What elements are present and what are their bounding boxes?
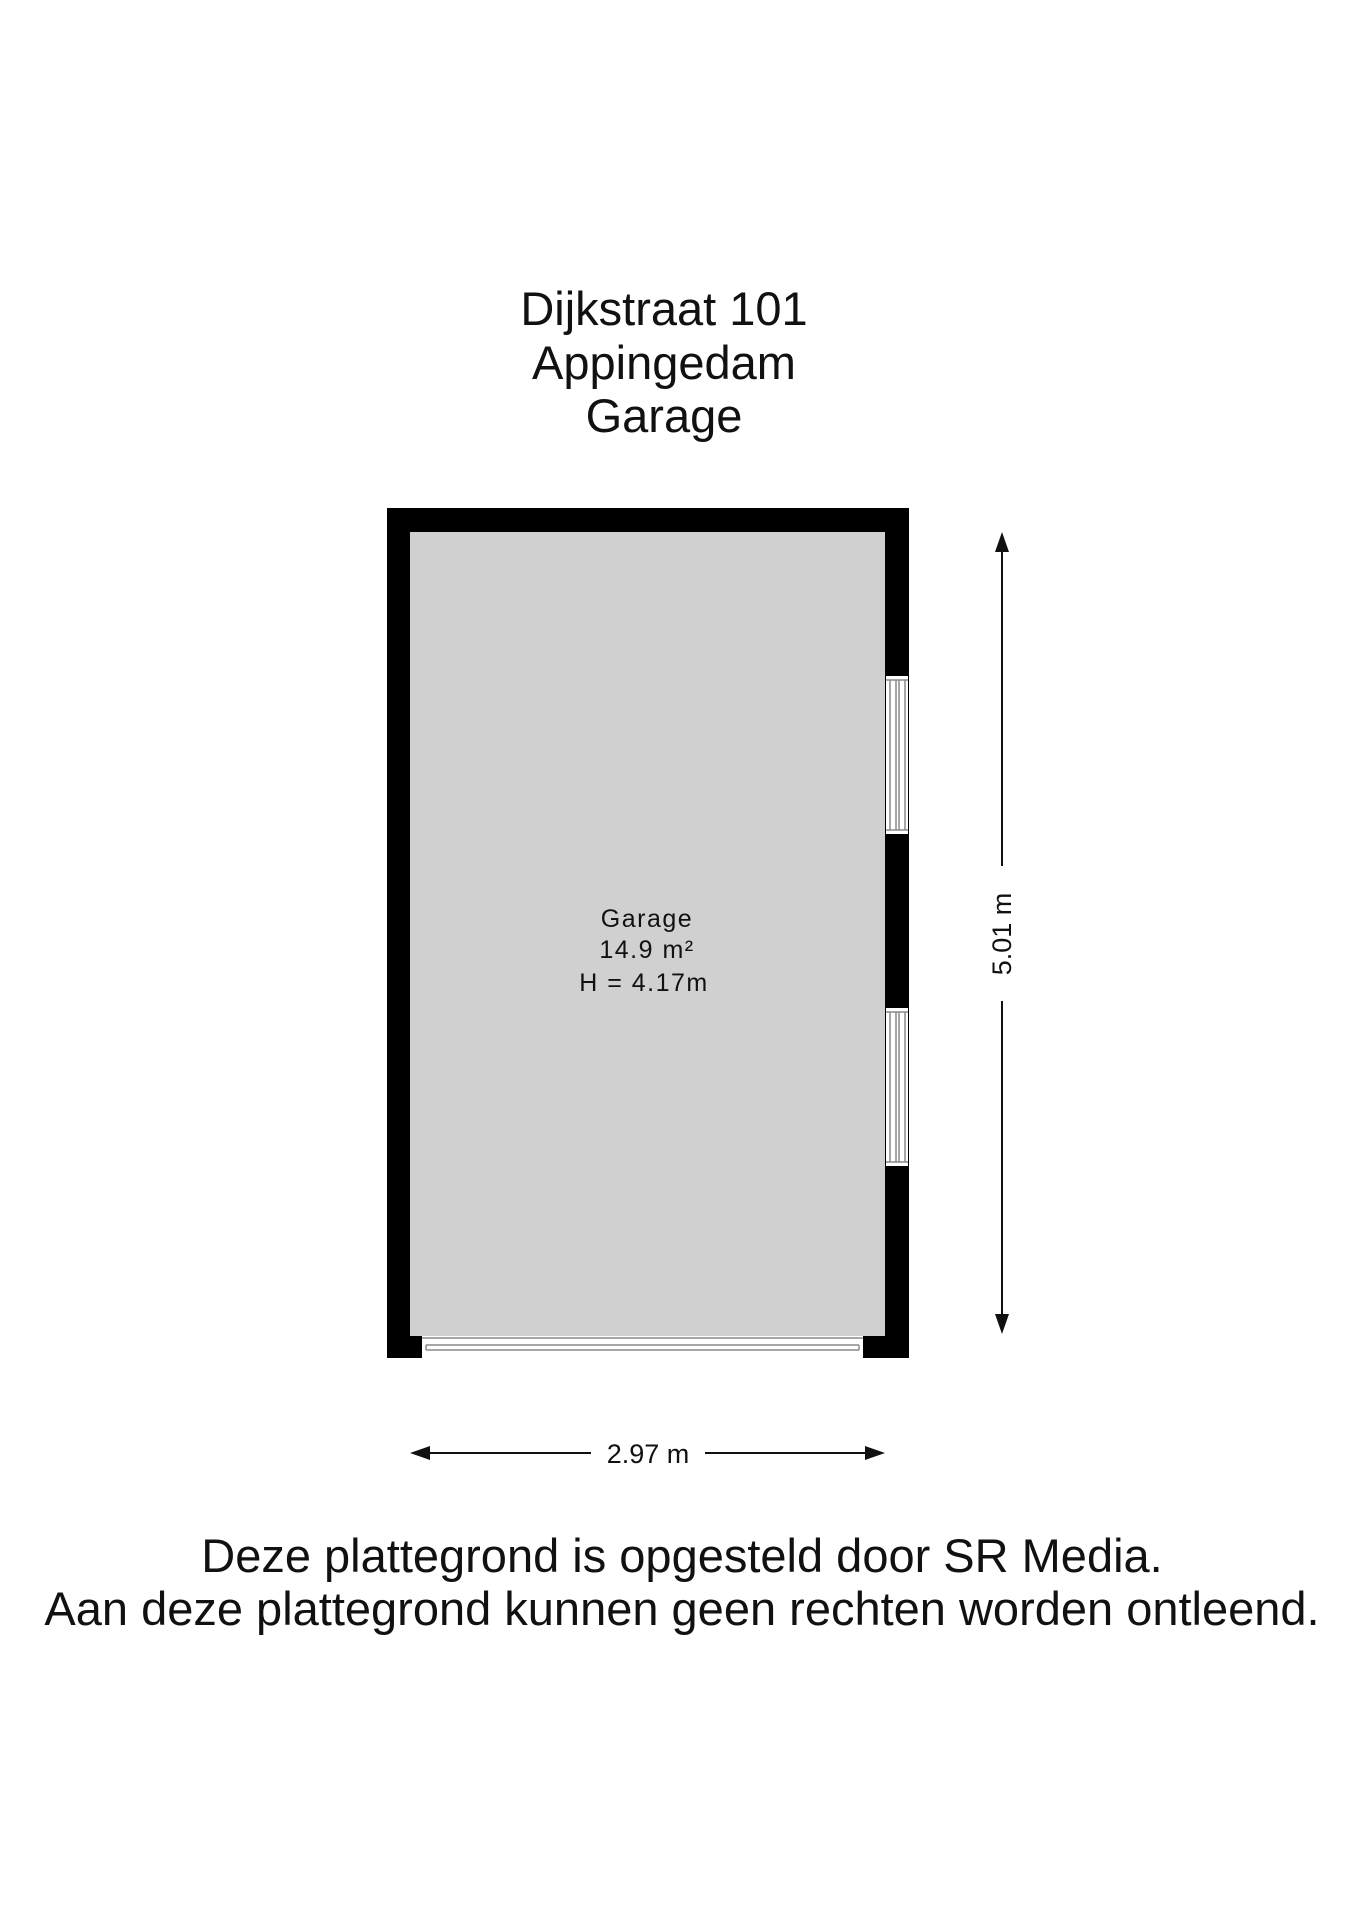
disclaimer-line-2: Aan deze plattegrond kunnen geen rechten worden ontleend. bbox=[44, 1582, 1320, 1635]
dimension-length-label: 5.01 m bbox=[987, 892, 1017, 976]
title-city: Appingedam bbox=[532, 336, 796, 389]
arrow-down-icon bbox=[995, 1314, 1009, 1334]
window-right-lower bbox=[886, 1008, 908, 1166]
room-floor bbox=[410, 532, 885, 1336]
arrow-left-icon bbox=[410, 1446, 430, 1460]
room-garage bbox=[387, 508, 909, 1358]
window-right-upper bbox=[886, 676, 908, 834]
room-area: 14.9 m² bbox=[599, 936, 695, 964]
disclaimer-line-1: Deze plattegrond is opgesteld door SR Media. bbox=[201, 1529, 1163, 1582]
room-height: H = 4.17m bbox=[579, 969, 709, 997]
arrow-right-icon bbox=[865, 1446, 885, 1460]
arrow-up-icon bbox=[995, 532, 1009, 552]
dimension-width-label: 2.97 m bbox=[606, 1439, 690, 1469]
door-opening bbox=[422, 1336, 863, 1358]
dimension-length bbox=[987, 532, 1017, 1334]
plan-title bbox=[520, 282, 807, 442]
garage-door bbox=[422, 1336, 863, 1358]
room-name: Garage bbox=[600, 905, 694, 933]
dimension-width bbox=[410, 1439, 885, 1469]
disclaimer bbox=[44, 1529, 1319, 1635]
title-floor: Garage bbox=[585, 389, 743, 442]
title-address: Dijkstraat 101 bbox=[520, 282, 808, 335]
